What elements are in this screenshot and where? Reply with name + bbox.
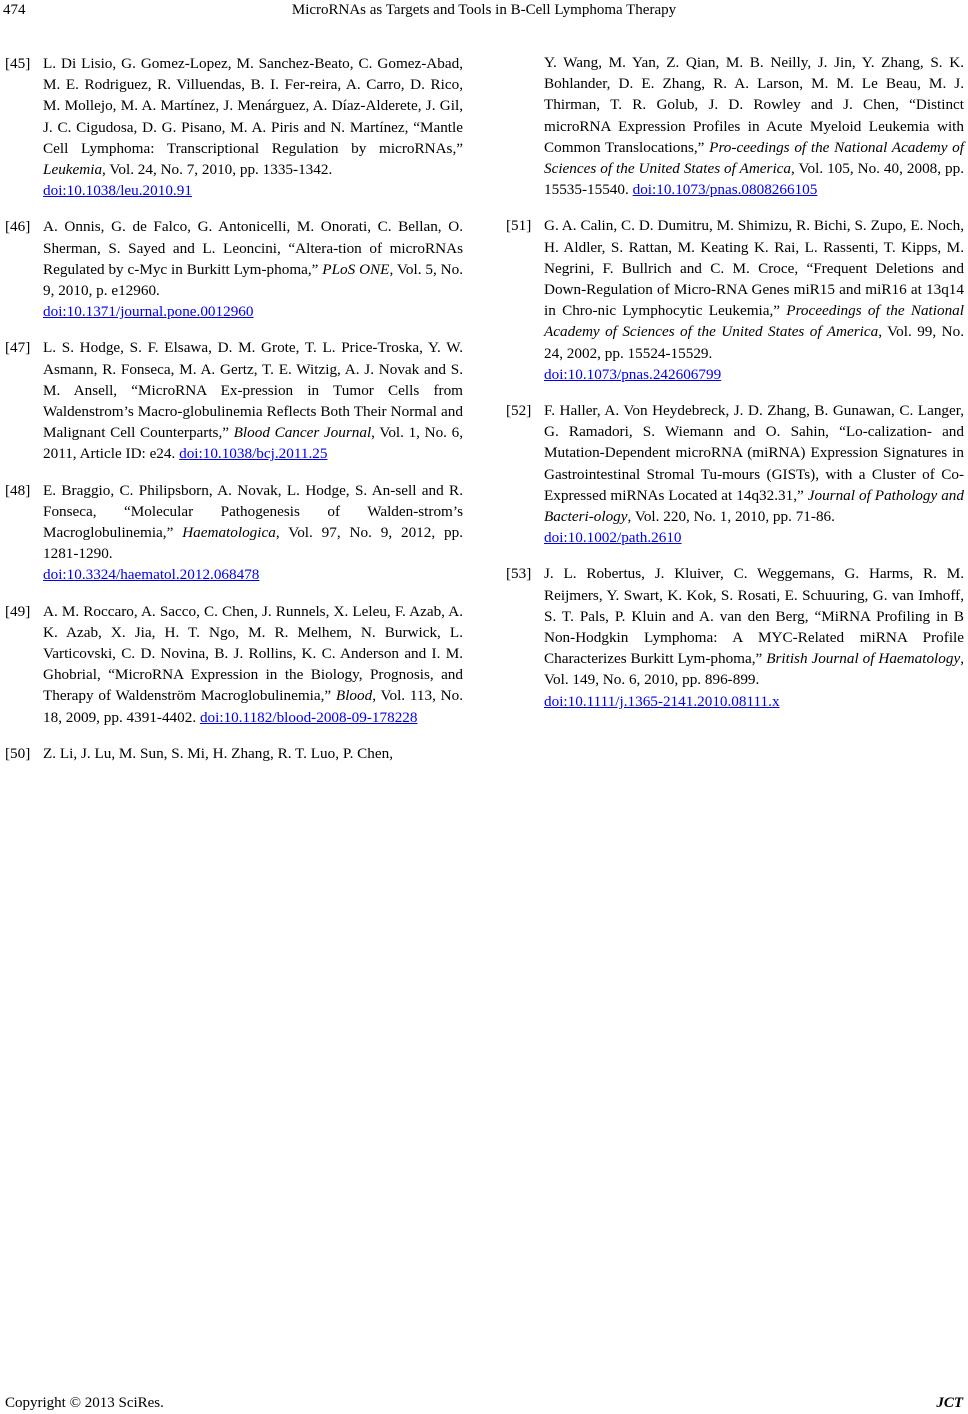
reference-number: [48] <box>5 481 31 499</box>
reference-45 <box>5 53 463 201</box>
reference-number: [50] <box>5 744 31 762</box>
journal-name: Proceedings of the National Academy of Sciences of the United States of America <box>544 302 964 341</box>
doi-link[interactable]: doi:10.1073/pnas.0808266105 <box>632 181 818 199</box>
journal-name: Journal of Pathology and Bacteri-ology <box>544 486 964 526</box>
reference-number: [52] <box>506 402 532 420</box>
reference-number: [49] <box>5 602 31 620</box>
reference-51 <box>506 215 964 385</box>
doi-link[interactable]: doi:10.1111/j.1365-2141.2010.08111.x <box>544 692 780 710</box>
reference-text: E. Braggio, C. Philipsborn, A. Novak, L. Hodge, S. An-sell and R. Fonseca, “Molecular Pathogenesis of Walden-strom’s Macroglobulinemia,” <box>43 481 463 542</box>
journal-name: Leukemia <box>43 161 103 179</box>
reference-text: F. Haller, A. Von Heydebreck, J. D. Zhang, B. Gunawan, C. Langer, G. Ramadori, S. Wiemann and O. Sahin, “Lo-calization- and Mutation-Dependent microRNA (miRNA) Expression Signatures in Gastrointestinal Stromal Tu-mours (GISTs), with a Cluster of Co-Expressed miRNAs Located at 14q32.31,” <box>544 402 964 504</box>
reference-number: [51] <box>506 217 532 235</box>
reference-text: L. Di Lisio, G. Gomez-Lopez, M. Sanchez-Beato, C. Gomez-Abad, M. E. Rodriguez, R. Villuendas, B. I. Fer-reira, A. Carro, D. Rico, M. Mollejo, M. A. Martínez, J. Menárguez, A. Díaz-Alderete, J. Gil, J. C. Cigudosa, D. G. Pisano, M. A. Piris and N. Martínez, “Mantle Cell Lymphoma: Transcriptional Regulation by microRNAs,” <box>43 55 463 157</box>
reference-details: , Vol. 105, No. 40, 2008, pp. 15535-15540. <box>544 160 964 199</box>
reference-text: Y. Wang, M. Yan, Z. Qian, M. B. Neilly, J. Jin, Y. Zhang, S. K. Bohlander, D. E. Zhang, R. A. Larson, M. M. Le Beau, M. J. Thirman, T. R. Golub, J. D. Rowley and J. Chen, “Distinct microRNA Expression Profiles in Acute Myeloid Leukemia with Common Translocations,” <box>544 54 964 156</box>
reference-details: , Vol. 24, No. 7, 2010, pp. 1335-1342. <box>102 161 333 179</box>
page-number: 474 <box>3 2 26 18</box>
reference-47 <box>5 337 463 464</box>
copyright-notice: Copyright © 2013 SciRes. <box>5 1395 164 1411</box>
doi-link[interactable]: doi:10.1073/pnas.242606799 <box>544 365 722 383</box>
references-column-right <box>506 52 964 727</box>
doi-link[interactable]: doi:10.3324/haematol.2012.068478 <box>43 566 260 584</box>
reference-details: , Vol. 5, No. 9, 2010, p. e12960. <box>43 260 463 300</box>
reference-number: [45] <box>5 55 31 72</box>
reference-number: [53] <box>506 565 532 583</box>
doi-link[interactable]: doi:10.1371/journal.pone.0012960 <box>43 303 254 321</box>
running-title: MicroRNAs as Targets and Tools in B-Cell Lymphoma Therapy <box>291 2 677 18</box>
journal-name: Blood Cancer Journal <box>233 424 372 442</box>
reference-48 <box>5 480 463 586</box>
reference-number: [46] <box>5 218 31 236</box>
reference-50-continued <box>506 52 964 200</box>
doi-link[interactable]: doi:10.1182/blood-2008-09-178228 <box>199 708 418 726</box>
reference-52 <box>506 400 964 548</box>
page-footer <box>0 1393 968 1413</box>
reference-text: L. S. Hodge, S. F. Elsawa, D. M. Grote, T. L. Price-Troska, Y. W. Asmann, R. Fonseca, M. A. Gertz, T. E. Witzig, A. J. Novak and S. M. Ansell, “MicroRNA Ex-pression in Tumor Cells from Waldenstrom’s Macro-globulinemia Reflects Both Their Normal and Malignant Cell Counterparts,” <box>43 339 463 442</box>
doi-link[interactable]: doi:10.1038/bcj.2011.25 <box>179 445 328 463</box>
reference-text: A. M. Roccaro, A. Sacco, C. Chen, J. Runnels, X. Leleu, F. Azab, A. K. Azab, X. Jia, H. T. Ngo, M. R. Melhem, N. Burwick, L. Varticovski, C. D. Novina, B. J. Rollins, K. C. Anderson and I. M. Ghobrial, “MicroRNA Expression in the Biology, Prognosis, and Therapy of Waldenström Macroglobulinemia,” <box>43 602 463 705</box>
reference-details: , Vol. 149, No. 6, 2010, pp. 896-899. <box>544 650 964 689</box>
journal-name: PLoS ONE <box>322 260 390 278</box>
reference-50 <box>5 743 463 764</box>
reference-text: J. L. Robertus, J. Kluiver, C. Weggemans, G. Harms, R. M. Reijmers, Y. Swart, K. Kok, S. Rosati, E. Schuuring, G. van Imhoff, S. T. Pals, P. Kluin and A. van den Berg, “MiRNA Profiling in B Non-Hodgkin Lymphoma: A MYC-Related miRNA Profile Characterizes Burkitt Lym-phoma,” <box>544 565 964 668</box>
reference-53 <box>506 563 964 711</box>
reference-details: , Vol. 113, No. 18, 2009, pp. 4391-4402. <box>43 687 463 726</box>
reference-details: , Vol. 1, No. 6, 2011, Article ID: e24. <box>43 424 464 463</box>
reference-text: A. Onnis, G. de Falco, G. Antonicelli, M. Onorati, C. Bellan, O. Sherman, S. Sayed and L. Leoncini, “Altera-tion of microRNAs Regulated by c-Myc in Burkitt Lym-phoma,” <box>43 218 463 278</box>
reference-text: G. A. Calin, C. D. Dumitru, M. Shimizu, R. Bichi, S. Zupo, E. Noch, H. Aldler, S. Rattan, M. Keating K. Rai, L. Rassenti, T. Kipps, M. Negrini, F. Bullrich and C. M. Croce, “Frequent Deletions and Down-Regulation of Micro-RNA Genes miR15 and miR16 at 13q14 in Chro-nic Lymphocytic Leukemia,” <box>544 217 964 320</box>
doi-link[interactable]: doi:10.1038/leu.2010.91 <box>43 182 192 200</box>
reference-details: , Vol. 220, No. 1, 2010, pp. 71-86. <box>627 508 835 526</box>
doi-link[interactable]: doi:10.1002/path.2610 <box>544 529 682 547</box>
journal-abbreviation: JCT <box>936 1395 963 1411</box>
journal-name: Pro-ceedings of the National Academy of Sciences of the United States of America <box>544 138 965 178</box>
journal-name: Blood <box>335 687 373 705</box>
reference-46 <box>5 216 463 322</box>
reference-details: , Vol. 99, No. 24, 2002, pp. 15524-15529. <box>544 323 964 362</box>
journal-name: Haematologica <box>182 524 276 542</box>
journal-name: British Journal of Haematology <box>766 650 961 668</box>
reference-details: , Vol. 97, No. 9, 2012, pp. 1281-1290. <box>43 524 464 563</box>
reference-text: Z. Li, J. Lu, M. Sun, S. Mi, H. Zhang, R. T. Luo, P. Chen, <box>43 744 394 762</box>
reference-49 <box>5 601 463 728</box>
references-column-left <box>5 53 463 764</box>
reference-number: [47] <box>5 339 31 357</box>
page-header <box>0 0 968 24</box>
